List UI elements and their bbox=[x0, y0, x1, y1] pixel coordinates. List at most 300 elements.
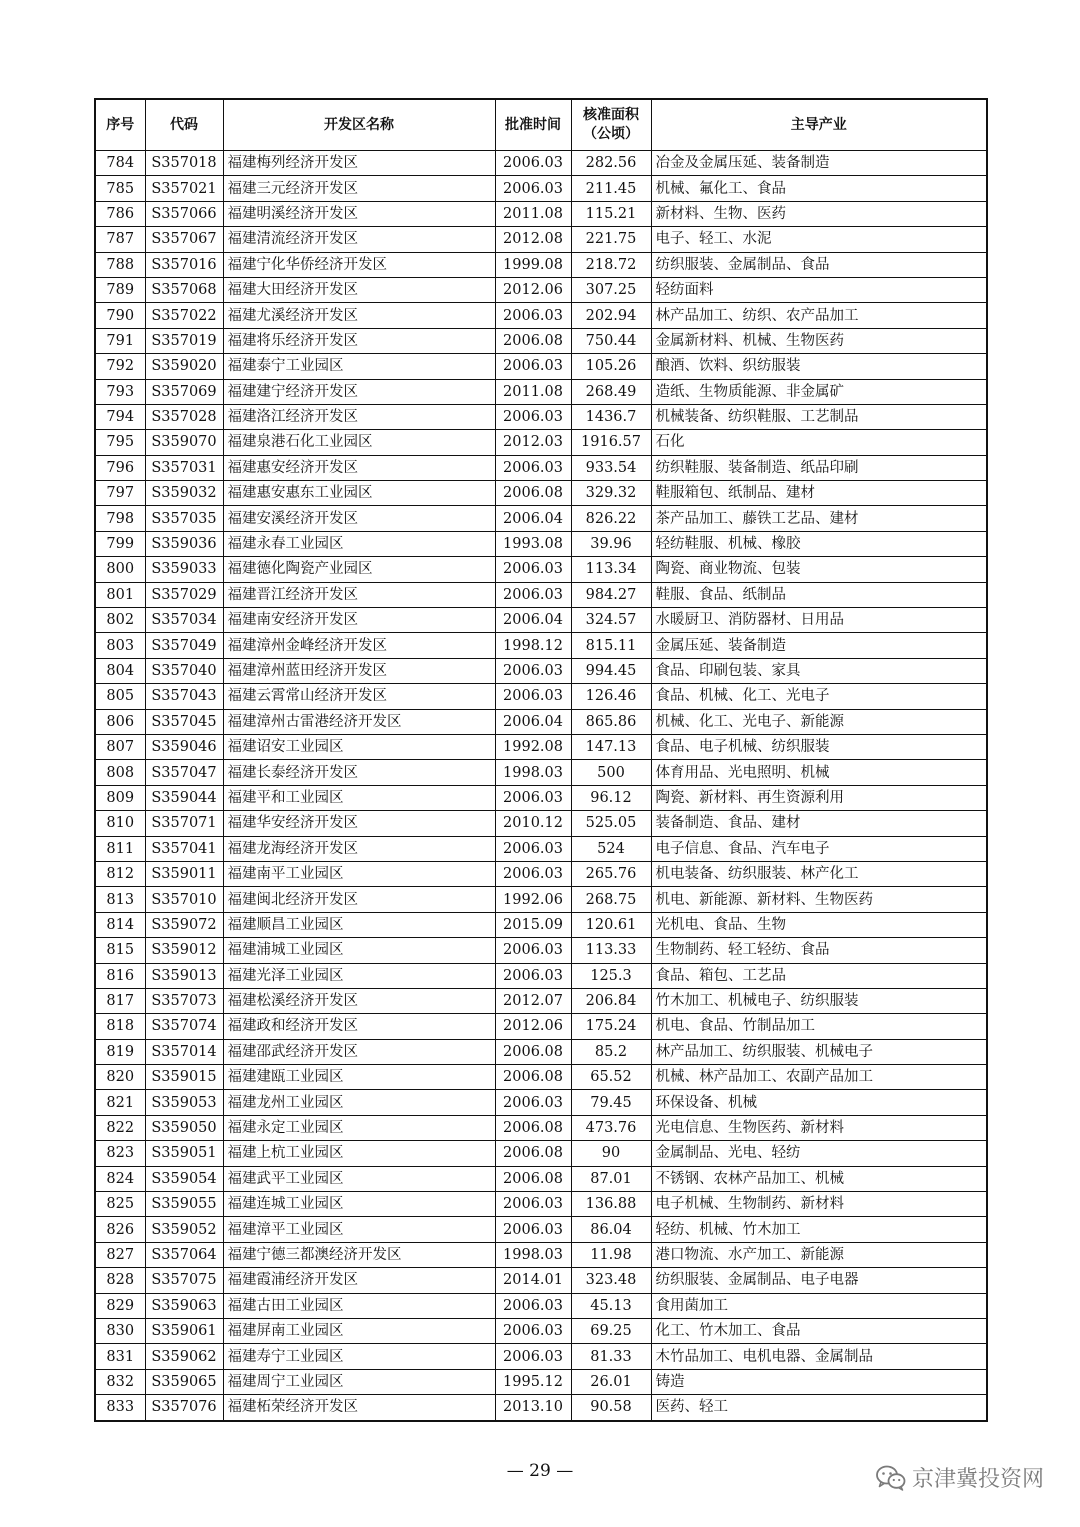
table-body bbox=[95, 151, 987, 1421]
cell-seq: 800 bbox=[95, 557, 145, 582]
table-row bbox=[95, 176, 987, 201]
cell-industry: 体育用品、光电照明、机械 bbox=[651, 760, 987, 785]
table-row bbox=[95, 481, 987, 506]
cell-code: S357022 bbox=[145, 303, 223, 328]
cell-name: 福建华安经济开发区 bbox=[223, 811, 495, 836]
cell-seq: 793 bbox=[95, 379, 145, 404]
cell-name: 福建南安经济开发区 bbox=[223, 608, 495, 633]
cell-name: 福建浦城工业园区 bbox=[223, 938, 495, 963]
cell-area: 202.94 bbox=[571, 303, 651, 328]
cell-industry: 电子、轻工、水泥 bbox=[651, 227, 987, 252]
cell-area: 500 bbox=[571, 760, 651, 785]
cell-industry: 装备制造、食品、建材 bbox=[651, 811, 987, 836]
cell-date: 2006.03 bbox=[495, 176, 571, 201]
cell-area: 136.88 bbox=[571, 1192, 651, 1217]
cell-industry: 石化 bbox=[651, 430, 987, 455]
cell-name: 福建寿宁工业园区 bbox=[223, 1344, 495, 1369]
cell-code: S357016 bbox=[145, 252, 223, 277]
cell-code: S359033 bbox=[145, 557, 223, 582]
cell-area: 39.96 bbox=[571, 531, 651, 556]
cell-code: S357074 bbox=[145, 1014, 223, 1039]
table-row bbox=[95, 455, 987, 480]
cell-area: 933.54 bbox=[571, 455, 651, 480]
cell-area: 11.98 bbox=[571, 1242, 651, 1267]
cell-industry: 纺织服装、金属制品、电子电器 bbox=[651, 1268, 987, 1293]
table-row bbox=[95, 1369, 987, 1394]
table-row bbox=[95, 887, 987, 912]
cell-code: S359050 bbox=[145, 1115, 223, 1140]
cell-seq: 816 bbox=[95, 963, 145, 988]
cell-area: 86.04 bbox=[571, 1217, 651, 1242]
cell-seq: 809 bbox=[95, 785, 145, 810]
cell-date: 2006.03 bbox=[495, 404, 571, 429]
cell-date: 1998.03 bbox=[495, 760, 571, 785]
cell-name: 福建建瓯工业园区 bbox=[223, 1065, 495, 1090]
cell-seq: 825 bbox=[95, 1192, 145, 1217]
cell-industry: 食用菌加工 bbox=[651, 1293, 987, 1318]
table-row bbox=[95, 1395, 987, 1421]
cell-name: 福建连城工业园区 bbox=[223, 1192, 495, 1217]
cell-name: 福建平和工业园区 bbox=[223, 785, 495, 810]
cell-name: 福建永春工业园区 bbox=[223, 531, 495, 556]
cell-industry: 机械、化工、光电子、新能源 bbox=[651, 709, 987, 734]
cell-area: 175.24 bbox=[571, 1014, 651, 1039]
cell-industry: 机械、林产品加工、农副产品加工 bbox=[651, 1065, 987, 1090]
cell-name: 福建德化陶瓷产业园区 bbox=[223, 557, 495, 582]
header-area-line2: （公顷） bbox=[583, 126, 639, 142]
cell-name: 福建光泽工业园区 bbox=[223, 963, 495, 988]
cell-name: 福建三元经济开发区 bbox=[223, 176, 495, 201]
cell-date: 2014.01 bbox=[495, 1268, 571, 1293]
table-row bbox=[95, 836, 987, 861]
cell-date: 1992.08 bbox=[495, 734, 571, 759]
cell-code: S357019 bbox=[145, 328, 223, 353]
cell-industry: 金属新材料、机械、生物医药 bbox=[651, 328, 987, 353]
cell-area: 87.01 bbox=[571, 1166, 651, 1191]
cell-name: 福建宁化华侨经济开发区 bbox=[223, 252, 495, 277]
cell-area: 750.44 bbox=[571, 328, 651, 353]
cell-code: S357076 bbox=[145, 1395, 223, 1421]
cell-name: 福建大田经济开发区 bbox=[223, 277, 495, 302]
cell-seq: 814 bbox=[95, 912, 145, 937]
cell-area: 147.13 bbox=[571, 734, 651, 759]
cell-code: S357034 bbox=[145, 608, 223, 633]
cell-date: 2006.03 bbox=[495, 785, 571, 810]
cell-name: 福建将乐经济开发区 bbox=[223, 328, 495, 353]
cell-area: 324.57 bbox=[571, 608, 651, 633]
cell-date: 2006.08 bbox=[495, 481, 571, 506]
cell-seq: 787 bbox=[95, 227, 145, 252]
cell-name: 福建漳平工业园区 bbox=[223, 1217, 495, 1242]
cell-name: 福建霞浦经济开发区 bbox=[223, 1268, 495, 1293]
cell-seq: 795 bbox=[95, 430, 145, 455]
cell-area: 69.25 bbox=[571, 1318, 651, 1343]
cell-date: 2006.03 bbox=[495, 1090, 571, 1115]
cell-code: S359013 bbox=[145, 963, 223, 988]
cell-industry: 鞋服、食品、纸制品 bbox=[651, 582, 987, 607]
cell-code: S357073 bbox=[145, 988, 223, 1013]
cell-area: 45.13 bbox=[571, 1293, 651, 1318]
cell-code: S359053 bbox=[145, 1090, 223, 1115]
cell-industry: 陶瓷、新材料、再生资源利用 bbox=[651, 785, 987, 810]
table-row bbox=[95, 1242, 987, 1267]
cell-area: 85.2 bbox=[571, 1039, 651, 1064]
cell-date: 2006.03 bbox=[495, 582, 571, 607]
cell-industry: 食品、箱包、工艺品 bbox=[651, 963, 987, 988]
cell-name: 福建建宁经济开发区 bbox=[223, 379, 495, 404]
cell-industry: 机电、食品、竹制品加工 bbox=[651, 1014, 987, 1039]
cell-code: S359052 bbox=[145, 1217, 223, 1242]
cell-seq: 794 bbox=[95, 404, 145, 429]
cell-name: 福建清流经济开发区 bbox=[223, 227, 495, 252]
table-row bbox=[95, 1090, 987, 1115]
cell-date: 2015.09 bbox=[495, 912, 571, 937]
cell-area: 525.05 bbox=[571, 811, 651, 836]
table-row bbox=[95, 354, 987, 379]
table-row bbox=[95, 303, 987, 328]
cell-name: 福建尤溪经济开发区 bbox=[223, 303, 495, 328]
cell-industry: 冶金及金属压延、装备制造 bbox=[651, 151, 987, 176]
cell-code: S357043 bbox=[145, 684, 223, 709]
cell-code: S359011 bbox=[145, 861, 223, 886]
cell-industry: 环保设备、机械 bbox=[651, 1090, 987, 1115]
cell-seq: 831 bbox=[95, 1344, 145, 1369]
cell-seq: 812 bbox=[95, 861, 145, 886]
cell-code: S357035 bbox=[145, 506, 223, 531]
cell-industry: 轻纺、机械、竹木加工 bbox=[651, 1217, 987, 1242]
table-row bbox=[95, 201, 987, 226]
cell-area: 113.33 bbox=[571, 938, 651, 963]
cell-date: 2006.08 bbox=[495, 328, 571, 353]
cell-industry: 轻纺鞋服、机械、橡胶 bbox=[651, 531, 987, 556]
table-header-row bbox=[95, 99, 987, 151]
cell-code: S359044 bbox=[145, 785, 223, 810]
cell-date: 2006.03 bbox=[495, 1217, 571, 1242]
cell-name: 福建漳州蓝田经济开发区 bbox=[223, 658, 495, 683]
cell-industry: 纺织服装、金属制品、食品 bbox=[651, 252, 987, 277]
cell-seq: 799 bbox=[95, 531, 145, 556]
cell-area: 96.12 bbox=[571, 785, 651, 810]
cell-area: 26.01 bbox=[571, 1369, 651, 1394]
wechat-icon bbox=[876, 1465, 906, 1491]
cell-industry: 铸造 bbox=[651, 1369, 987, 1394]
table-row bbox=[95, 633, 987, 658]
cell-seq: 818 bbox=[95, 1014, 145, 1039]
cell-date: 2011.08 bbox=[495, 379, 571, 404]
cell-area: 126.46 bbox=[571, 684, 651, 709]
cell-date: 2006.03 bbox=[495, 684, 571, 709]
header-area-line1: 核准面积 bbox=[583, 107, 639, 123]
cell-seq: 833 bbox=[95, 1395, 145, 1421]
cell-date: 2006.04 bbox=[495, 608, 571, 633]
table-row bbox=[95, 430, 987, 455]
cell-area: 79.45 bbox=[571, 1090, 651, 1115]
cell-area: 865.86 bbox=[571, 709, 651, 734]
cell-industry: 医药、轻工 bbox=[651, 1395, 987, 1421]
cell-area: 105.26 bbox=[571, 354, 651, 379]
cell-date: 1992.06 bbox=[495, 887, 571, 912]
cell-date: 2006.03 bbox=[495, 354, 571, 379]
cell-name: 福建政和经济开发区 bbox=[223, 1014, 495, 1039]
header-area bbox=[571, 99, 651, 151]
cell-name: 福建明溪经济开发区 bbox=[223, 201, 495, 226]
cell-area: 120.61 bbox=[571, 912, 651, 937]
cell-area: 115.21 bbox=[571, 201, 651, 226]
cell-name: 福建松溪经济开发区 bbox=[223, 988, 495, 1013]
table-row bbox=[95, 684, 987, 709]
cell-date: 2006.03 bbox=[495, 1344, 571, 1369]
cell-seq: 807 bbox=[95, 734, 145, 759]
cell-seq: 828 bbox=[95, 1268, 145, 1293]
cell-date: 1995.12 bbox=[495, 1369, 571, 1394]
cell-name: 福建邵武经济开发区 bbox=[223, 1039, 495, 1064]
cell-code: S357071 bbox=[145, 811, 223, 836]
cell-seq: 813 bbox=[95, 887, 145, 912]
cell-area: 323.48 bbox=[571, 1268, 651, 1293]
cell-industry: 木竹品加工、电机电器、金属制品 bbox=[651, 1344, 987, 1369]
cell-code: S359062 bbox=[145, 1344, 223, 1369]
cell-name: 福建云霄常山经济开发区 bbox=[223, 684, 495, 709]
cell-seq: 784 bbox=[95, 151, 145, 176]
table-row bbox=[95, 734, 987, 759]
cell-seq: 810 bbox=[95, 811, 145, 836]
table-row bbox=[95, 277, 987, 302]
cell-industry: 酿酒、饮料、织纺服装 bbox=[651, 354, 987, 379]
cell-date: 2006.03 bbox=[495, 836, 571, 861]
cell-industry: 陶瓷、商业物流、包装 bbox=[651, 557, 987, 582]
table-row bbox=[95, 1268, 987, 1293]
cell-industry: 生物制药、轻工轻纺、食品 bbox=[651, 938, 987, 963]
cell-industry: 轻纺面料 bbox=[651, 277, 987, 302]
cell-area: 329.32 bbox=[571, 481, 651, 506]
cell-name: 福建龙海经济开发区 bbox=[223, 836, 495, 861]
cell-name: 福建顺昌工业园区 bbox=[223, 912, 495, 937]
cell-name: 福建梅列经济开发区 bbox=[223, 151, 495, 176]
cell-industry: 光电信息、生物医药、新材料 bbox=[651, 1115, 987, 1140]
cell-code: S357045 bbox=[145, 709, 223, 734]
cell-area: 815.11 bbox=[571, 633, 651, 658]
cell-code: S357069 bbox=[145, 379, 223, 404]
cell-industry: 不锈钢、农林产品加工、机械 bbox=[651, 1166, 987, 1191]
cell-name: 福建漳州古雷港经济开发区 bbox=[223, 709, 495, 734]
cell-industry: 电子机械、生物制药、新材料 bbox=[651, 1192, 987, 1217]
table-row bbox=[95, 1217, 987, 1242]
cell-code: S359061 bbox=[145, 1318, 223, 1343]
cell-name: 福建闽北经济开发区 bbox=[223, 887, 495, 912]
cell-industry: 金属制品、光电、轻纺 bbox=[651, 1141, 987, 1166]
cell-name: 福建龙州工业园区 bbox=[223, 1090, 495, 1115]
cell-seq: 792 bbox=[95, 354, 145, 379]
cell-industry: 竹木加工、机械电子、纺织服装 bbox=[651, 988, 987, 1013]
cell-code: S359065 bbox=[145, 1369, 223, 1394]
cell-code: S357040 bbox=[145, 658, 223, 683]
cell-area: 90 bbox=[571, 1141, 651, 1166]
cell-industry: 机电装备、纺织服装、林产化工 bbox=[651, 861, 987, 886]
cell-area: 282.56 bbox=[571, 151, 651, 176]
cell-seq: 829 bbox=[95, 1293, 145, 1318]
cell-date: 2006.08 bbox=[495, 1141, 571, 1166]
cell-industry: 食品、印刷包装、家具 bbox=[651, 658, 987, 683]
header-name: 开发区名称 bbox=[223, 99, 495, 151]
cell-code: S359070 bbox=[145, 430, 223, 455]
cell-industry: 化工、竹木加工、食品 bbox=[651, 1318, 987, 1343]
cell-seq: 811 bbox=[95, 836, 145, 861]
cell-name: 福建武平工业园区 bbox=[223, 1166, 495, 1191]
cell-code: S357010 bbox=[145, 887, 223, 912]
cell-date: 1998.03 bbox=[495, 1242, 571, 1267]
table-row bbox=[95, 582, 987, 607]
cell-seq: 817 bbox=[95, 988, 145, 1013]
cell-seq: 830 bbox=[95, 1318, 145, 1343]
development-zone-table bbox=[94, 98, 988, 1422]
page-number: — 29 — bbox=[506, 1461, 574, 1481]
cell-name: 福建泉港石化工业园区 bbox=[223, 430, 495, 455]
cell-name: 福建永定工业园区 bbox=[223, 1115, 495, 1140]
cell-code: S357075 bbox=[145, 1268, 223, 1293]
table-row bbox=[95, 1039, 987, 1064]
cell-date: 2006.03 bbox=[495, 151, 571, 176]
cell-date: 2010.12 bbox=[495, 811, 571, 836]
cell-code: S359072 bbox=[145, 912, 223, 937]
table-row bbox=[95, 252, 987, 277]
cell-industry: 林产品加工、纺织服装、机械电子 bbox=[651, 1039, 987, 1064]
header-code: 代码 bbox=[145, 99, 223, 151]
cell-name: 福建惠安经济开发区 bbox=[223, 455, 495, 480]
cell-area: 1916.57 bbox=[571, 430, 651, 455]
cell-code: S359012 bbox=[145, 938, 223, 963]
cell-name: 福建上杭工业园区 bbox=[223, 1141, 495, 1166]
cell-date: 2006.03 bbox=[495, 557, 571, 582]
cell-code: S359054 bbox=[145, 1166, 223, 1191]
table-row bbox=[95, 963, 987, 988]
table-row bbox=[95, 404, 987, 429]
cell-industry: 水暖厨卫、消防器材、日用品 bbox=[651, 608, 987, 633]
cell-date: 1999.08 bbox=[495, 252, 571, 277]
table-row bbox=[95, 912, 987, 937]
cell-code: S359036 bbox=[145, 531, 223, 556]
cell-seq: 788 bbox=[95, 252, 145, 277]
cell-area: 125.3 bbox=[571, 963, 651, 988]
cell-industry: 造纸、生物质能源、非金属矿 bbox=[651, 379, 987, 404]
cell-date: 1993.08 bbox=[495, 531, 571, 556]
cell-date: 2006.03 bbox=[495, 455, 571, 480]
cell-code: S357018 bbox=[145, 151, 223, 176]
cell-name: 福建周宁工业园区 bbox=[223, 1369, 495, 1394]
table-row bbox=[95, 227, 987, 252]
watermark bbox=[876, 1462, 1044, 1493]
cell-area: 81.33 bbox=[571, 1344, 651, 1369]
cell-name: 福建古田工业园区 bbox=[223, 1293, 495, 1318]
cell-industry: 光机电、食品、生物 bbox=[651, 912, 987, 937]
table-row bbox=[95, 506, 987, 531]
cell-code: S359051 bbox=[145, 1141, 223, 1166]
cell-name: 福建长泰经济开发区 bbox=[223, 760, 495, 785]
cell-area: 65.52 bbox=[571, 1065, 651, 1090]
cell-date: 2006.08 bbox=[495, 1039, 571, 1064]
cell-code: S357066 bbox=[145, 201, 223, 226]
header-date: 批准时间 bbox=[495, 99, 571, 151]
cell-code: S359063 bbox=[145, 1293, 223, 1318]
cell-area: 524 bbox=[571, 836, 651, 861]
table-row bbox=[95, 1065, 987, 1090]
cell-date: 2012.06 bbox=[495, 277, 571, 302]
cell-industry: 金属压延、装备制造 bbox=[651, 633, 987, 658]
table-row bbox=[95, 531, 987, 556]
cell-date: 2006.03 bbox=[495, 963, 571, 988]
cell-date: 1998.12 bbox=[495, 633, 571, 658]
cell-area: 984.27 bbox=[571, 582, 651, 607]
table-row bbox=[95, 988, 987, 1013]
cell-seq: 790 bbox=[95, 303, 145, 328]
watermark-text: 京津冀投资网 bbox=[911, 1467, 1044, 1492]
cell-industry: 电子信息、食品、汽车电子 bbox=[651, 836, 987, 861]
table-row bbox=[95, 709, 987, 734]
cell-date: 2006.03 bbox=[495, 303, 571, 328]
cell-date: 2006.03 bbox=[495, 938, 571, 963]
cell-seq: 820 bbox=[95, 1065, 145, 1090]
cell-seq: 805 bbox=[95, 684, 145, 709]
cell-seq: 808 bbox=[95, 760, 145, 785]
cell-date: 2012.07 bbox=[495, 988, 571, 1013]
cell-date: 2012.08 bbox=[495, 227, 571, 252]
cell-code: S357029 bbox=[145, 582, 223, 607]
cell-industry: 林产品加工、纺织、农产品加工 bbox=[651, 303, 987, 328]
header-seq: 序号 bbox=[95, 99, 145, 151]
cell-seq: 826 bbox=[95, 1217, 145, 1242]
table-row bbox=[95, 785, 987, 810]
cell-seq: 791 bbox=[95, 328, 145, 353]
table-row bbox=[95, 379, 987, 404]
table-row bbox=[95, 938, 987, 963]
cell-date: 2006.08 bbox=[495, 1166, 571, 1191]
cell-area: 218.72 bbox=[571, 252, 651, 277]
cell-seq: 798 bbox=[95, 506, 145, 531]
cell-date: 2006.04 bbox=[495, 709, 571, 734]
cell-seq: 804 bbox=[95, 658, 145, 683]
cell-code: S359032 bbox=[145, 481, 223, 506]
cell-seq: 786 bbox=[95, 201, 145, 226]
cell-seq: 823 bbox=[95, 1141, 145, 1166]
cell-seq: 827 bbox=[95, 1242, 145, 1267]
cell-code: S357067 bbox=[145, 227, 223, 252]
cell-date: 2006.03 bbox=[495, 1318, 571, 1343]
cell-industry: 机械、氟化工、食品 bbox=[651, 176, 987, 201]
cell-area: 473.76 bbox=[571, 1115, 651, 1140]
cell-name: 福建泰宁工业园区 bbox=[223, 354, 495, 379]
cell-name: 福建柘荣经济开发区 bbox=[223, 1395, 495, 1421]
cell-area: 265.76 bbox=[571, 861, 651, 886]
cell-date: 2006.08 bbox=[495, 1115, 571, 1140]
cell-seq: 822 bbox=[95, 1115, 145, 1140]
cell-seq: 819 bbox=[95, 1039, 145, 1064]
cell-area: 826.22 bbox=[571, 506, 651, 531]
cell-code: S357047 bbox=[145, 760, 223, 785]
table-row bbox=[95, 151, 987, 176]
cell-industry: 机电、新能源、新材料、生物医药 bbox=[651, 887, 987, 912]
cell-code: S359055 bbox=[145, 1192, 223, 1217]
table-row bbox=[95, 1344, 987, 1369]
cell-date: 2006.04 bbox=[495, 506, 571, 531]
cell-seq: 832 bbox=[95, 1369, 145, 1394]
cell-code: S359015 bbox=[145, 1065, 223, 1090]
cell-seq: 821 bbox=[95, 1090, 145, 1115]
cell-seq: 801 bbox=[95, 582, 145, 607]
table-row bbox=[95, 1318, 987, 1343]
cell-seq: 815 bbox=[95, 938, 145, 963]
table-row bbox=[95, 1141, 987, 1166]
cell-area: 206.84 bbox=[571, 988, 651, 1013]
cell-seq: 797 bbox=[95, 481, 145, 506]
